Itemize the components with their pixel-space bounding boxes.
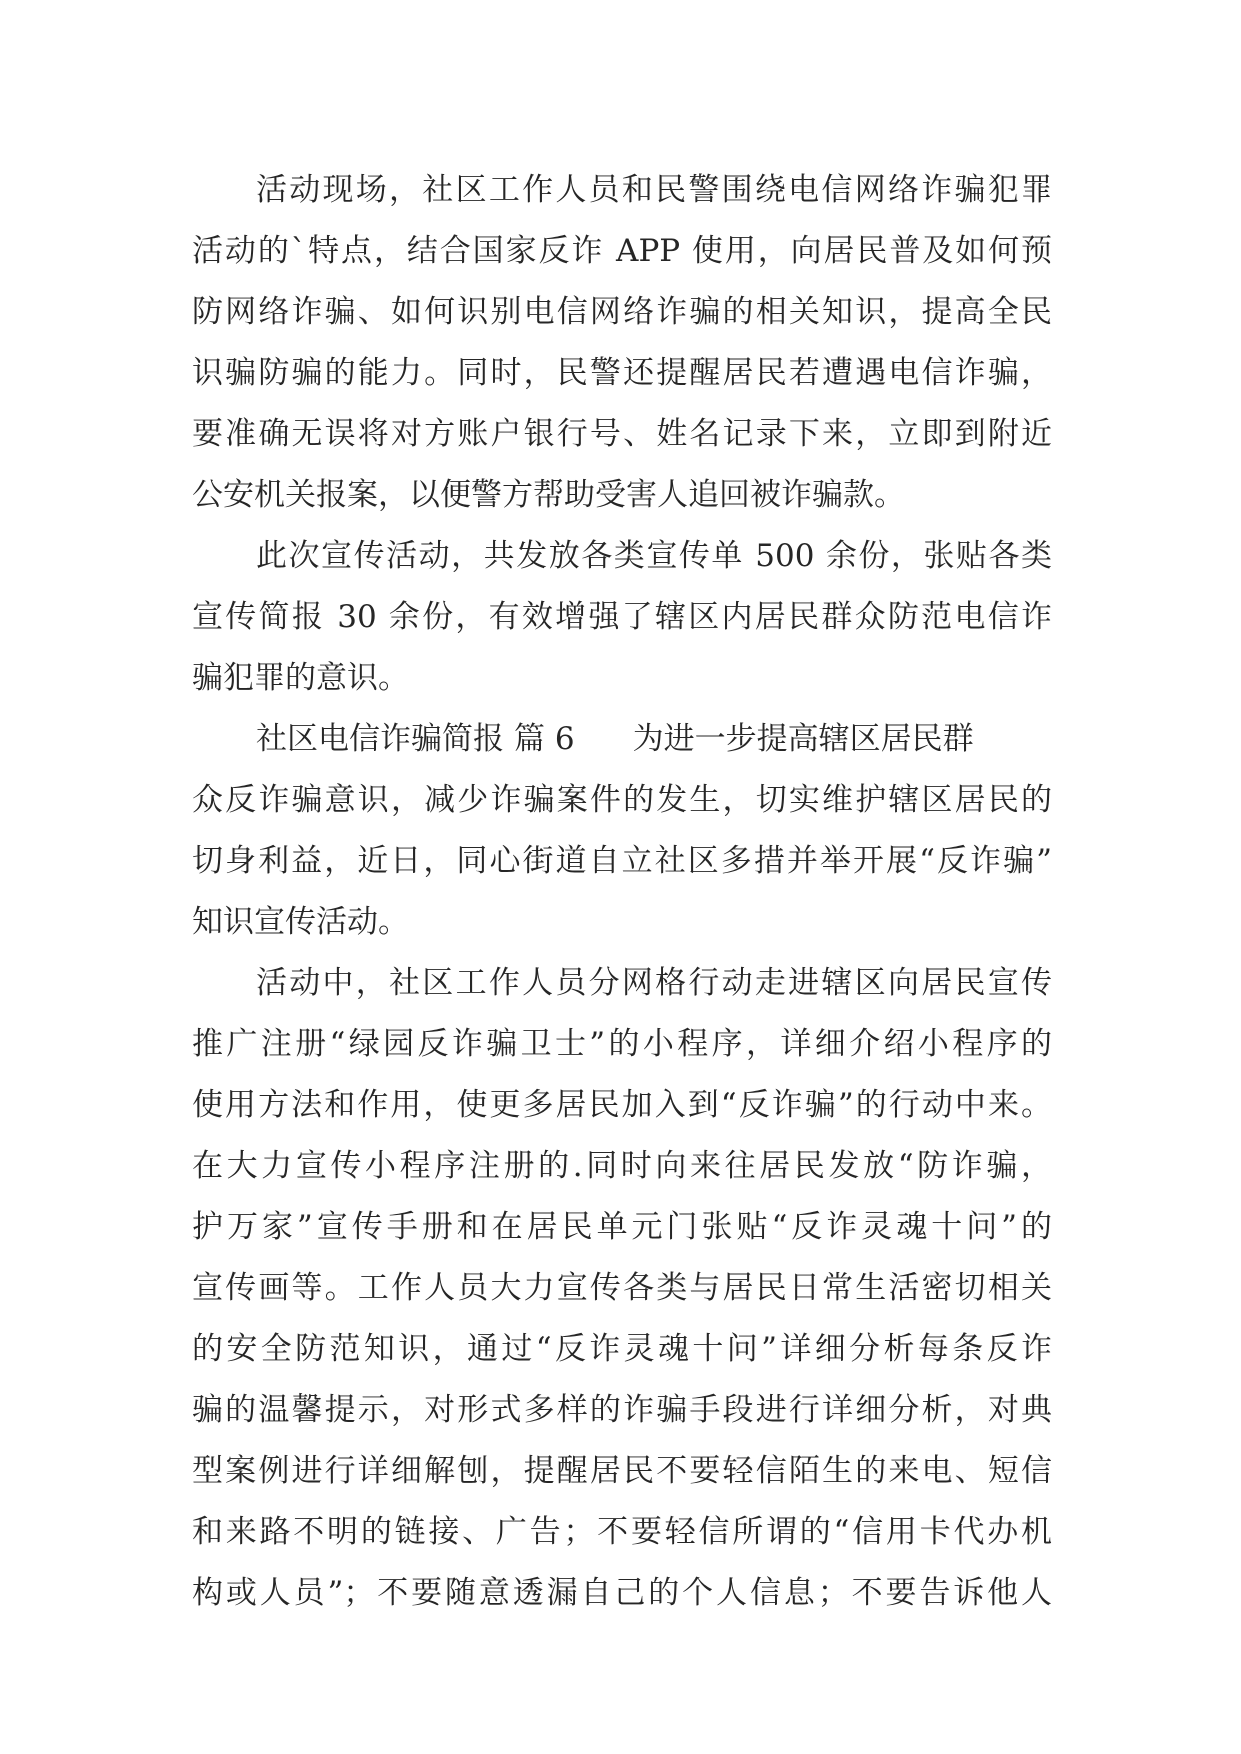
paragraph-4-line-1: 活动中，社区工作人员分网格行动走进辖区向居民宣传 [256,965,1052,1001]
paragraph-4-line-2: 推广注册“绿园反诈骗卫士”的小程序，详细介绍小程序的 [192,1026,1052,1062]
paragraph-3-line-4: 知识宣传活动。 [192,904,409,940]
paragraph-2-line-3: 骗犯罪的意识。 [192,660,409,696]
paragraph-3-line-3: 切身利益，近日，同心街道自立社区多措并举开展“反诈骗” [192,843,1052,879]
section-heading-title: 社区电信诈骗简报 [256,721,504,757]
paragraph-1-line-1: 活动现场，社区工作人员和民警围绕电信网络诈骗犯罪 [256,172,1052,208]
paragraph-2-line-2: 宣传简报 30 余份，有效增强了辖区内居民群众防范电信诈 [192,599,1052,635]
paragraph-4-line-6: 宣传画等。工作人员大力宣传各类与居民日常生活密切相关 [192,1270,1052,1306]
paragraph-1-line-2: 活动的`特点，结合国家反诈 APP 使用，向居民普及如何预 [192,233,1052,269]
section-heading-number: 篇 6 [514,721,575,757]
paragraph-4-line-4: 在大力宣传小程序注册的.同时向来往居民发放“防诈骗， [192,1148,1052,1184]
paragraph-4-line-11: 构或人员”；不要随意透漏自己的个人信息；不要告诉他人 [192,1575,1052,1611]
paragraph-2-line-1: 此次宣传活动，共发放各类宣传单 500 余份，张贴各类 [256,538,1052,574]
paragraph-1-line-5: 要准确无误将对方账户银行号、姓名记录下来，立即到附近 [192,416,1052,452]
body-text [192,160,1052,1624]
paragraph-1-line-4: 识骗防骗的能力。同时，民警还提醒居民若遭遇电信诈骗， [192,355,1052,391]
paragraph-4-line-9: 型案例进行详细解刨，提醒居民不要轻信陌生的来电、短信 [192,1453,1052,1489]
paragraph-4-line-7: 的安全防范知识，通过“反诈灵魂十问”详细分析每条反诈 [192,1331,1052,1367]
paragraph-1-line-3: 防网络诈骗、如何识别电信网络诈骗的相关知识，提高全民 [192,294,1052,330]
paragraph-4-line-8: 骗的温馨提示，对形式多样的诈骗手段进行详细分析，对典 [192,1392,1052,1428]
paragraph-4-line-3: 使用方法和作用，使更多居民加入到“反诈骗”的行动中来。 [192,1087,1052,1123]
paragraph-4-line-5: 护万家”宣传手册和在居民单元门张贴“反诈灵魂十问”的 [192,1209,1052,1245]
paragraph-1-line-6: 公安机关报案，以便警方帮助受害人追回被诈骗款。 [192,477,905,513]
section-heading-rest: 为进一步提高辖区居民群 [632,721,974,757]
paragraph-4-line-10: 和来路不明的链接、广告；不要轻信所谓的“信用卡代办机 [192,1514,1052,1550]
section-heading-line [192,709,1052,770]
paragraph-3-line-2: 众反诈骗意识，减少诈骗案件的发生，切实维护辖区居民的 [192,782,1052,818]
